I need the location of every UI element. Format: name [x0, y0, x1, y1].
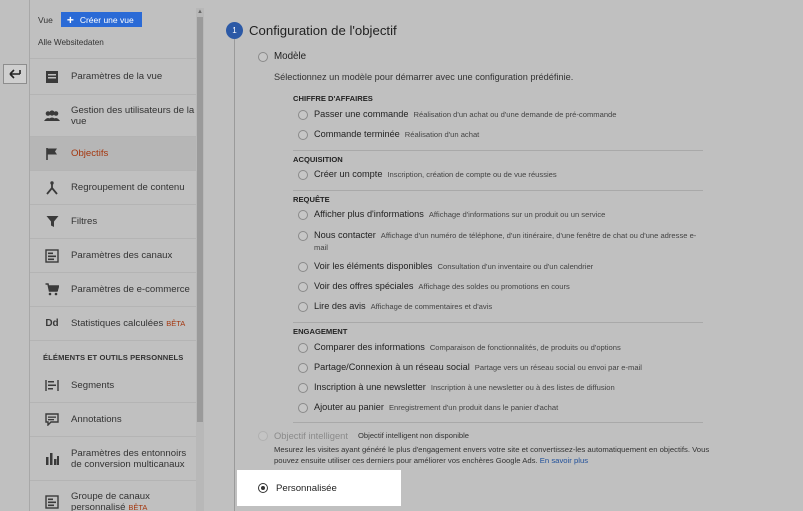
sidebar-item-label: Filtres — [71, 216, 98, 227]
sidebar-item-annotations[interactable] — [30, 402, 196, 436]
view-sidebar — [30, 0, 196, 511]
smart-goal-option — [258, 430, 469, 441]
goal-radio[interactable] — [298, 130, 308, 140]
custom-channel-icon — [44, 495, 60, 509]
category-divider — [293, 190, 703, 191]
sidebar-item-label: Paramètres de la vue — [71, 71, 163, 82]
smart-goal-label: Objectif intelligent — [274, 430, 348, 441]
goal-option-label: Ajouter au panier — [314, 402, 384, 412]
goal-option-label: Lire des avis — [314, 301, 366, 311]
smart-goal-radio — [258, 431, 268, 441]
goal-option-desc: Affichage des soldes ou promotions en cours — [418, 282, 570, 291]
goal-option-desc: Inscription, création de compte ou de vue réussies — [387, 170, 557, 179]
scroll-up-arrow-icon[interactable]: ▲ — [197, 9, 203, 15]
sidebar-item-filters[interactable] — [30, 204, 196, 238]
goal-option-desc: Affichage de commentaires et d'avis — [370, 302, 493, 311]
beta-badge: BÊTA — [128, 502, 148, 511]
annotation-icon — [44, 413, 60, 427]
goal-option-desc: Enregistrement d'un produit dans le panier d'achat — [388, 403, 559, 412]
goal-option-label: Afficher plus d'informations — [314, 209, 424, 219]
goal-option-desc: Inscription à une newsletter ou à des listes de diffusion — [430, 383, 615, 392]
goal-option[interactable] — [298, 230, 708, 253]
category-divider — [293, 422, 703, 423]
bar-chart-icon — [44, 452, 60, 466]
channels-icon — [44, 249, 60, 263]
sidebar-item-mcf-settings[interactable] — [30, 436, 196, 480]
sidebar-item-label: Paramètres des canaux — [71, 250, 173, 261]
category-divider — [293, 150, 703, 151]
smart-goal-note-text: Mesurez les visites ayant généré le plus d'engagement envers votre site et convertissez-les automatiquement en objectifs. Vous pouvez ensuite utiliser ces derniers pour améliorer vos enchères Google Ads. — [274, 445, 710, 465]
goal-option[interactable] — [298, 382, 708, 394]
goal-option-label: Nous contacter — [314, 230, 376, 240]
goal-option[interactable] — [298, 169, 708, 181]
goal-option[interactable] — [298, 281, 708, 293]
goal-option[interactable] — [298, 342, 708, 354]
segments-icon — [44, 378, 60, 392]
goal-option-desc: Consultation d'un inventaire ou d'un calendrier — [437, 262, 594, 271]
goal-option[interactable] — [298, 402, 708, 414]
goal-option-label: Voir les éléments disponibles — [314, 261, 433, 271]
goal-option-desc: Partage vers un réseau social ou envoi par e-mail — [474, 363, 642, 372]
goal-radio[interactable] — [298, 302, 308, 312]
custom-radio[interactable] — [258, 483, 268, 493]
custom-option-label: Personnalisée — [276, 482, 337, 494]
create-view-button[interactable] — [61, 12, 142, 27]
goal-option[interactable] — [298, 209, 708, 221]
page-title: Configuration de l'objectif — [249, 23, 397, 38]
goal-option-desc: Affichage d'un numéro de téléphone, d'un itinéraire, d'une fenêtre de chat ou d'une adresse e-mail — [314, 231, 697, 252]
sidebar-item-label: Segments — [71, 379, 115, 391]
users-icon — [44, 109, 60, 123]
goal-option-label: Créer un compte — [314, 169, 383, 179]
sidebar-item-label: Gestion des utilisateurs de la vue — [71, 104, 195, 127]
smart-goal-desc: Objectif intelligent non disponible — [358, 431, 470, 440]
goal-radio[interactable] — [298, 210, 308, 220]
sidebar-item-label: Annotations — [71, 414, 122, 425]
goal-option-desc: Réalisation d'un achat ou d'une demande de pré-commande — [413, 110, 617, 119]
back-button[interactable] — [3, 64, 27, 84]
goal-option-desc: Affichage d'informations sur un produit ou un service — [428, 210, 606, 219]
view-selector[interactable]: Alle Websitedaten — [38, 38, 104, 47]
step-number: 1 — [226, 22, 243, 39]
custom-option[interactable] — [237, 470, 401, 506]
flag-icon — [44, 147, 60, 161]
collapse-strip — [0, 0, 30, 511]
category-acquisition-heading: ACQUISITION — [293, 155, 343, 164]
template-option-label: Modèle — [274, 51, 307, 62]
step-line — [234, 38, 235, 511]
back-arrow-icon — [9, 69, 21, 79]
template-subtitle: Sélectionnez un modèle pour démarrer avec une configuration prédéfinie. — [274, 72, 574, 82]
goal-option-desc: Réalisation d'un achat — [404, 130, 480, 139]
goal-option-label: Voir des offres spéciales — [314, 281, 414, 291]
view-label: Vue — [38, 14, 53, 25]
dd-icon: Dd — [45, 318, 59, 329]
create-view-label: Créer une vue — [79, 14, 134, 25]
content-grouping-icon — [44, 181, 60, 195]
goal-option-label: Inscription à une newsletter — [314, 382, 426, 392]
sidebar-item-label: Groupe de canaux personnalisé — [71, 490, 150, 511]
plus-icon: + — [66, 12, 74, 27]
learn-more-link[interactable]: En savoir plus — [539, 455, 589, 465]
sidebar-item-label: Statistiques calculées — [71, 318, 164, 329]
template-radio[interactable] — [258, 52, 268, 62]
goal-option[interactable] — [298, 109, 708, 121]
goal-option-label: Partage/Connexion à un réseau social — [314, 362, 470, 372]
goal-radio[interactable] — [298, 262, 308, 272]
filter-icon — [44, 215, 60, 229]
beta-badge: BÊTA — [166, 319, 186, 328]
sidebar-item-custom-channel[interactable] — [30, 480, 196, 511]
goal-radio[interactable] — [298, 282, 308, 292]
goal-radio[interactable] — [298, 383, 308, 393]
sidebar-item-ecommerce[interactable] — [30, 272, 196, 306]
category-divider — [293, 322, 703, 323]
sidebar-item-channels[interactable] — [30, 238, 196, 272]
goal-radio[interactable] — [298, 343, 308, 353]
goal-option-label: Commande terminée — [314, 129, 400, 139]
sidebar-item-content-grouping[interactable] — [30, 170, 196, 204]
sidebar-item-label: Regroupement de contenu — [71, 182, 185, 193]
settings-page-icon — [44, 70, 60, 84]
view-nav — [30, 58, 196, 511]
goal-option[interactable] — [298, 261, 708, 273]
cart-icon — [44, 283, 60, 297]
goal-option[interactable] — [298, 362, 708, 374]
sidebar-item-label: Objectifs — [71, 148, 109, 159]
category-inquiry-heading: REQUÊTE — [293, 195, 330, 204]
goal-option-label: Comparer des informations — [314, 342, 425, 352]
goal-radio[interactable] — [298, 170, 308, 180]
sidebar-item-label: Paramètres des entonnoirs de conversion multicanaux — [71, 447, 187, 470]
sidebar-item-goals[interactable] — [30, 136, 196, 170]
personal-tools-heading: ÉLÉMENTS ET OUTILS PERSONNELS — [30, 340, 196, 368]
category-revenue-heading: CHIFFRE D'AFFAIRES — [293, 94, 373, 103]
category-engagement-heading: ENGAGEMENT — [293, 327, 348, 336]
sidebar-item-label: Paramètres de e-commerce — [71, 284, 190, 295]
template-option[interactable] — [258, 51, 306, 62]
goal-radio[interactable] — [298, 231, 308, 241]
sidebar-item-view-settings[interactable] — [30, 58, 196, 94]
goal-option[interactable] — [298, 301, 708, 313]
goal-radio[interactable] — [298, 363, 308, 373]
goal-option[interactable] — [298, 129, 708, 141]
smart-goal-note — [274, 445, 714, 466]
goal-radio[interactable] — [298, 110, 308, 120]
sidebar-item-calculated-metrics[interactable] — [30, 306, 196, 340]
goal-option-desc: Comparaison de fonctionnalités, de produits ou d'options — [429, 343, 621, 352]
sidebar-scroll-thumb[interactable] — [197, 17, 203, 422]
goal-option-label: Passer une commande — [314, 109, 409, 119]
goal-radio[interactable] — [298, 403, 308, 413]
sidebar-item-view-users[interactable] — [30, 94, 196, 136]
sidebar-item-segments[interactable] — [30, 368, 196, 402]
